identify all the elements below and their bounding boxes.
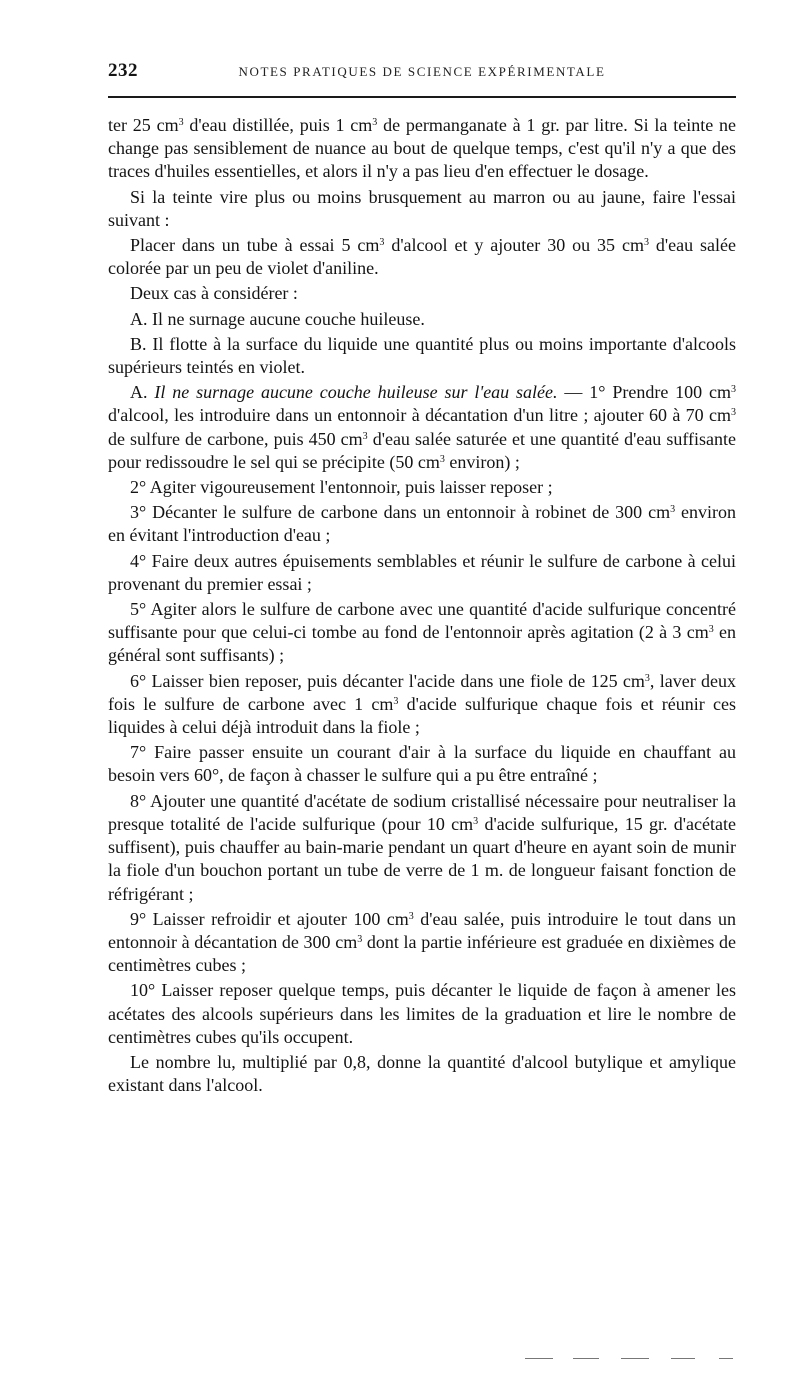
header-rule	[108, 96, 736, 98]
paragraph-deux-cas: Deux cas à considérer :	[130, 283, 298, 304]
paragraph-tube-essai: Placer dans un tube à essai 5 $cm^3$ d'alcool et y ajouter 30 ou 35 $cm^3$ d'eau salée colorée par un peu de violet d'aniline.	[108, 235, 736, 279]
page-header	[108, 58, 736, 88]
step-2: 2° Agiter vigoureusement l'entonnoir, puis laisser reposer ;	[130, 477, 553, 498]
step-5: 5° Agiter alors le sulfure de carbone avec une quantité d'acide sulfurique concentré suffisante pour que celui-ci tombe au fond de l'entonnoir après agitation (2 à 3 $cm^3$ en général sont suffisants) ;	[108, 599, 736, 666]
section-label: A.	[130, 382, 148, 403]
page-number: 232	[108, 60, 138, 81]
paragraph-teinte-vire: Si la teinte vire plus ou moins brusquement au marron ou au jaune, faire l'essai suivant :	[108, 186, 736, 230]
paragraph-conclusion: Le nombre lu, multiplié par 0,8, donne la quantité d'alcool butylique et amylique existant dans l'alcool.	[108, 1051, 736, 1096]
paragraph-case-a: A. Il ne surnage aucune couche huileuse.	[130, 308, 425, 329]
body-text	[108, 114, 736, 1097]
step-4: 4° Faire deux autres épuisements semblables et réunir le sulfure de carbone à celui provenant du premier essai ;	[108, 550, 736, 594]
scan-artifact-dashes	[525, 1358, 735, 1360]
step-7: 7° Faire passer ensuite un courant d'air à la surface du liquide en chauffant au besoin vers 60°, de façon à chasser le sulfure qui a pu être entraîné ;	[108, 742, 736, 786]
paragraph-procedure-a	[108, 381, 736, 474]
paragraph-continuation: ter 25 $cm^3$ d'eau distillée, puis 1 $cm^3$ de permanganate à 1 gr. par litre. Si la teinte ne change pas sensiblement de nuance au bout de quelque temps, c'est qu'il n'y a que des traces d'huiles essentielles, et alors il n'y a pas lieu d'en effectuer le dosage.	[108, 115, 736, 182]
paragraph-case-b: B. Il flotte à la surface du liquide une quantité plus ou moins importante d'alcools supérieurs teintés en violet.	[108, 333, 736, 378]
running-title: NOTES PRATIQUES DE SCIENCE EXPÉRIMENTALE	[238, 64, 606, 79]
step-10: 10° Laisser reposer quelque temps, puis décanter le liquide de façon à amener les acétates des alcools supérieurs dans les limites de la graduation et lire le nombre de centimètres cubes qu'ils occupent.	[108, 980, 736, 1047]
step-8: 8° Ajouter une quantité d'acétate de sodium cristallisé nécessaire pour neutraliser la presque totalité de l'acide sulfurique (pour 10 $cm^3$ d'acide sulfurique, 15 gr. d'acétate suffisent), puis chauffer au bain-marie pendant un quart d'heure en ayant soin de munir la fiole d'un bouchon portant un tube de verre de 1 m. de longueur faisant fonction de réfrigérant ;	[108, 790, 736, 904]
step-9: 9° Laisser refroidir et ajouter 100 $cm^3$ d'eau salée, puis introduire le tout dans un entonnoir à décantation de 300 $cm^3$ dont la partie inférieure est graduée en dixièmes de centimètres cubes ;	[108, 908, 736, 976]
step-1-text: — 1° Prendre 100 $cm^3$ d'alcool, les introduire dans un entonnoir à décantation d'un litre ; ajouter 60 à 70 $cm^3$ de sulfure de carbone, puis 450 $cm^3$ d'eau salée saturée et une quantité d'eau suffisante pour redissoudre le sel qui se précipite (50 $cm^3$ environ) ;	[108, 382, 737, 472]
step-3: 3° Décanter le sulfure de carbone dans un entonnoir à robinet de 300 $cm^3$ environ en évitant l'introduction d'eau ;	[108, 502, 737, 546]
step-6: 6° Laisser bien reposer, puis décanter l'acide dans une fiole de 125 $cm^3$, laver deux fois le sulfure de carbone avec 1 $cm^3$ d'acide sulfurique chaque fois et réunir ces liquides à celui déjà introduit dans la fiole ;	[108, 670, 736, 738]
section-heading-italic: Il ne surnage aucune couche huileuse sur l'eau salée.	[154, 382, 558, 403]
